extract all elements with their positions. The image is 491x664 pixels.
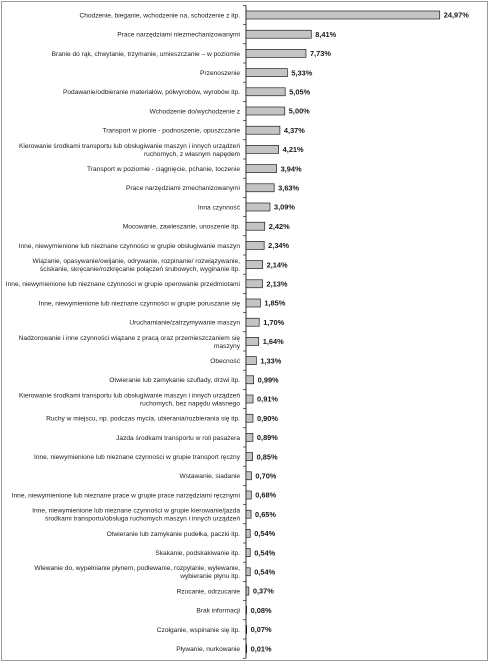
bar [246, 529, 250, 537]
bar [246, 69, 287, 77]
value-label: 0,54% [254, 529, 276, 539]
value-label: 1,70% [263, 317, 285, 327]
bar [246, 299, 260, 307]
value-label: 0,70% [255, 471, 277, 481]
bar [246, 549, 250, 557]
bar [246, 510, 251, 518]
category-label: Chodzenie, bieganie, wchodzenie na, schodzenie z itp. [79, 12, 240, 20]
category-label: Czołganie, wspinanie się itp. [156, 626, 240, 634]
bar [246, 184, 274, 192]
bar [246, 280, 263, 288]
category-label: Pływanie, nurkowanie [176, 646, 240, 653]
axis-layer [243, 5, 246, 658]
value-label: 4,21% [282, 145, 304, 155]
bar [246, 145, 279, 153]
value-label: 0,90% [256, 413, 278, 423]
bar [246, 376, 254, 384]
category-label: Rzucanie, odrzucanie [176, 588, 240, 596]
value-label: 2,34% [268, 241, 290, 251]
value-label: 24,97% [443, 10, 469, 20]
bar [246, 261, 263, 269]
bar [246, 491, 251, 499]
bar [246, 433, 253, 441]
bar [246, 414, 253, 422]
bar [246, 568, 250, 576]
bar [246, 49, 306, 57]
category-label: Kierowanie środkami transportu lub obsługiwanie maszyn i innych urządzeń ruchomych, z własnym napędem [18, 142, 240, 158]
value-label: 2,14% [266, 260, 288, 270]
value-label: 4,37% [283, 125, 305, 135]
bar [246, 126, 280, 134]
category-label: Otwieranie lub zamykanie pudełka, paczki itp. [106, 530, 240, 538]
value-label: 0,68% [255, 490, 277, 500]
bars-layer [6, 11, 469, 654]
category-label: Otwieranie lub zamykanie szuflady, drzwi itp. [109, 377, 240, 385]
value-label: 0,65% [255, 509, 277, 519]
value-label: 3,09% [273, 202, 295, 212]
category-label: Wiązanie, opasywanie/owijanie, odrywanie, rozpinanie/ rozwiązywanie, ściskanie, skręcanie/rozkręcanie połączeń śrubowych, wyginanie itp. [32, 258, 240, 273]
category-label: Inne, niewymienione lub nieznane prace w grupie prace narzędziami ręcznymi [11, 492, 240, 500]
value-label: 1,85% [264, 298, 286, 308]
category-label: Transport w pionie - podnoszenie, opuszczanie [102, 127, 240, 135]
bar [246, 587, 249, 595]
category-label: Kierowanie środkami transportu lub obsługiwanie maszyn i innych urządzeń ruchomych, bez napędu własnego [18, 392, 240, 408]
category-label: Inne, niewymienione lub nieznane czynności w grupie kierowanie/jazda środkami transportu/obsługa ruchomych maszyn i innych urządzeń [32, 507, 240, 523]
category-label: Podawanie/odbieranie materiałów, półwyrobów, wyrobów itp. [62, 89, 240, 97]
category-label: Brak informacji [196, 607, 240, 615]
bar [246, 222, 265, 230]
bar [246, 606, 247, 614]
value-label: 0,54% [254, 567, 276, 577]
value-label: 1,64% [262, 337, 284, 347]
bar [246, 337, 259, 345]
bar [246, 472, 251, 480]
value-label: 0,89% [256, 433, 278, 443]
value-label: 3,63% [278, 183, 300, 193]
value-label: 0,85% [256, 452, 278, 462]
value-label: 5,33% [291, 68, 313, 78]
value-label: 0,37% [252, 586, 274, 596]
category-label: Wchodzenie do/wychodzenie z [149, 108, 240, 116]
bar [246, 30, 311, 38]
bar [246, 88, 285, 96]
category-label: Uruchamianie/zatrzymywanie maszyn [129, 319, 240, 327]
category-label: Jazda środkami transportu w roli pasażera [116, 434, 240, 442]
category-label: Nadzorowanie i inne czynności wiązane z pracą oraz przemieszczaniem się maszyny [18, 334, 240, 350]
category-label: Branie do rąk, chwytanie, trzymanie, umieszczanie – w poziomie [51, 50, 240, 58]
category-label: Obecność [210, 358, 240, 365]
bar [246, 357, 256, 365]
value-label: 0,07% [250, 625, 272, 635]
category-label: Wlewanie do, wypełnianie płynem, podlewanie, rozpylanie, wylewanie, wybieranie płynu itp. [34, 565, 240, 581]
value-label: 0,08% [250, 605, 272, 615]
bar [246, 241, 264, 249]
value-label: 2,13% [266, 279, 288, 289]
value-label: 2,42% [268, 221, 290, 231]
category-label: Transport w poziomie - ciągnięcie, pchanie, toczenie [87, 166, 240, 173]
value-label: 5,05% [289, 87, 311, 97]
bar [246, 453, 253, 461]
category-label: Inne, niewymienione lub nieznane czynności w grupie poruszanie się [38, 300, 240, 308]
value-label: 0,54% [254, 548, 276, 558]
category-label: Ruchy w miejscu, np. podczas mycia, ubierania/rozbierania się itp. [46, 415, 240, 423]
value-label: 0,01% [250, 644, 272, 654]
value-label: 0,99% [257, 375, 279, 385]
category-label: Inne, niewymienione lub nieznane czynności w grupie obsługiwanie maszyn [18, 242, 240, 250]
bar [246, 645, 247, 653]
category-label: Prace narzędziami niezmechanizowanymi [117, 31, 240, 39]
value-label: 3,94% [280, 164, 302, 174]
category-label: Inna czynność [197, 204, 240, 212]
category-label: Wstawanie, siadanie [179, 473, 240, 481]
value-label: 5,00% [288, 106, 310, 116]
value-label: 8,41% [315, 29, 337, 39]
bar [246, 107, 285, 115]
bar [246, 395, 253, 403]
bar [246, 625, 247, 633]
bar [246, 203, 270, 211]
category-label: Inne, niewymienione lub nieznane czynności w grupie transport ręczny [34, 454, 240, 461]
bar [246, 11, 440, 19]
category-label: Mocowanie, zawieszanie, unoszenie itp. [122, 223, 240, 231]
bar [246, 165, 277, 173]
category-label: Skakanie, podskakiwanie itp. [155, 550, 240, 557]
value-label: 1,33% [260, 356, 282, 366]
category-label: Inne, niewymienione lub nieznane czynności w grupie operowanie przedmiotami [5, 281, 240, 289]
bar [246, 318, 259, 326]
value-label: 7,73% [309, 49, 331, 59]
category-label: Prace narzędziami zmechanizowanymi [126, 185, 240, 193]
category-label: Przenoszenie [200, 70, 240, 77]
value-label: 0,91% [257, 394, 279, 404]
